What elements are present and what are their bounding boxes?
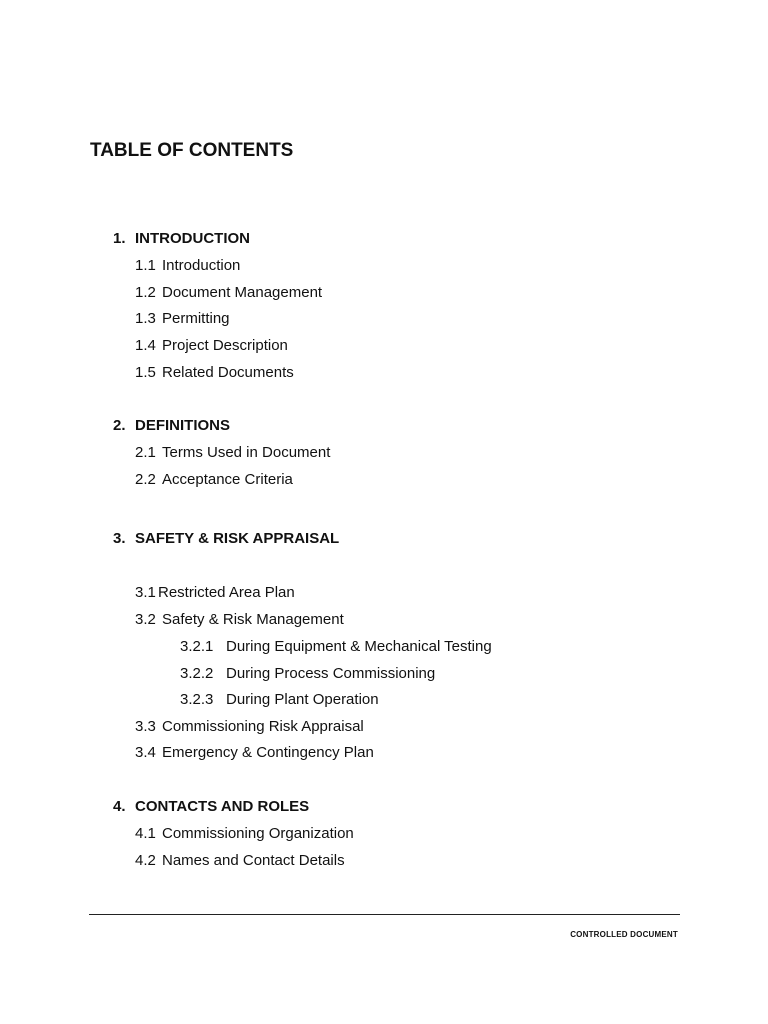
- toc-title: During Plant Operation: [226, 691, 379, 708]
- toc-subitem[interactable]: [180, 665, 435, 683]
- toc-item[interactable]: [135, 284, 322, 302]
- toc-number: 1.: [113, 230, 126, 247]
- toc-title: Emergency & Contingency Plan: [162, 744, 374, 761]
- toc-title: Permitting: [162, 310, 230, 327]
- footer-divider: [89, 914, 680, 915]
- toc-item[interactable]: [135, 364, 294, 382]
- toc-number: 2.: [113, 417, 126, 434]
- toc-section-introduction[interactable]: [113, 230, 250, 248]
- toc-number: 1.2: [135, 284, 156, 301]
- toc-section-contacts-and-roles[interactable]: [113, 798, 309, 816]
- toc-title: During Equipment & Mechanical Testing: [226, 638, 492, 655]
- toc-title: During Process Commissioning: [226, 665, 436, 682]
- toc-section-definitions[interactable]: [113, 417, 230, 435]
- toc-title: INTRODUCTION: [135, 230, 250, 247]
- toc-item[interactable]: [135, 611, 344, 629]
- toc-number: 4.2: [135, 852, 156, 869]
- toc-item[interactable]: [135, 337, 288, 355]
- toc-number: 3.2.2: [180, 665, 214, 682]
- toc-number: 4.: [113, 798, 126, 815]
- toc-title: Commissioning Risk Appraisal: [162, 718, 364, 735]
- toc-subitem[interactable]: [180, 638, 492, 656]
- toc-item[interactable]: [135, 852, 345, 870]
- toc-number: 1.1: [135, 257, 156, 274]
- toc-number: 3.: [113, 530, 126, 547]
- toc-item[interactable]: [135, 444, 330, 462]
- toc-number: 1.5: [135, 364, 156, 381]
- toc-title: Safety & Risk Management: [162, 611, 344, 628]
- toc-subitem[interactable]: [180, 691, 379, 709]
- toc-item[interactable]: [135, 718, 364, 736]
- toc-number: 1.4: [135, 337, 156, 354]
- toc-section-safety-risk-appraisal[interactable]: [113, 530, 339, 548]
- toc-title: CONTACTS AND ROLES: [135, 798, 310, 815]
- toc-number: 3.3: [135, 718, 156, 735]
- toc-title: Terms Used in Document: [162, 444, 331, 461]
- toc-number: 3.2: [135, 611, 156, 628]
- toc-number: 1.3: [135, 310, 156, 327]
- toc-number: 3.2.1: [180, 638, 214, 655]
- toc-item[interactable]: [135, 257, 240, 275]
- toc-title: Related Documents: [162, 364, 294, 381]
- toc-title: Commissioning Organization: [162, 825, 354, 842]
- toc-title: SAFETY & RISK APPRAISAL: [135, 530, 340, 547]
- footer-label: CONTROLLED DOCUMENT: [570, 930, 678, 939]
- toc-number: 2.2: [135, 471, 156, 488]
- toc-item[interactable]: [135, 744, 374, 762]
- toc-number: 3.1: [135, 584, 156, 601]
- toc-title: Acceptance Criteria: [162, 471, 293, 488]
- toc-number: 3.2.3: [180, 691, 214, 708]
- toc-item[interactable]: [135, 825, 354, 843]
- toc-item[interactable]: [135, 471, 293, 489]
- toc-title: Introduction: [162, 257, 241, 274]
- page-title: TABLE OF CONTENTS: [90, 140, 294, 161]
- toc-title: Project Description: [162, 337, 288, 354]
- toc-title: Names and Contact Details: [162, 852, 345, 869]
- toc-title: DEFINITIONS: [135, 417, 231, 434]
- toc-item[interactable]: [135, 310, 230, 328]
- toc-number: 3.4: [135, 744, 156, 761]
- toc-title: Restricted Area Plan: [158, 584, 295, 601]
- toc-item[interactable]: [135, 584, 295, 602]
- toc-title: Document Management: [162, 284, 323, 301]
- toc-number: 2.1: [135, 444, 156, 461]
- toc-number: 4.1: [135, 825, 156, 842]
